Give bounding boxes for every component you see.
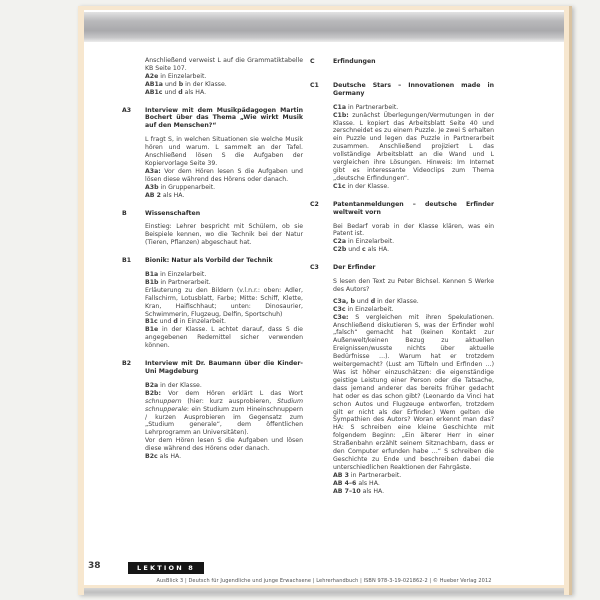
paragraph: [333, 112, 494, 183]
text-run: in Einzelarbeit.: [345, 305, 394, 313]
text-run: in Einzelarbeit.: [346, 238, 395, 246]
paragraph: [145, 223, 303, 247]
paragraph: [333, 238, 494, 246]
paragraph: [145, 437, 303, 453]
paragraph: [333, 306, 494, 314]
section-body: [145, 210, 303, 248]
text-run: B1c: [145, 318, 158, 326]
scan-top-shadow-band: [84, 12, 564, 42]
text-run: Studium schnupperale: [145, 397, 303, 413]
text-run: d: [370, 297, 376, 305]
section-heading: Wissenschaften: [145, 209, 201, 217]
paragraph: [333, 246, 494, 254]
text-run: AB 2: [145, 191, 161, 199]
column-right: [310, 58, 494, 496]
paragraph: [145, 318, 303, 326]
section-body: [333, 264, 494, 495]
text-run: (hier: kurz ausprobieren,: [181, 397, 278, 405]
section: [122, 107, 303, 200]
paragraph: [145, 279, 303, 287]
text-run: in Partnerarbeit.: [346, 103, 399, 111]
scan-bottom-shadow-band: [84, 588, 564, 595]
text-run: und: [163, 80, 179, 88]
text-run: als HA.: [365, 246, 390, 254]
text-run: C1c: [333, 182, 346, 190]
column-left: [122, 57, 303, 461]
text-run: als HA.: [157, 453, 182, 461]
section-heading: Deutsche Stars – Innovationen made in Germany: [333, 81, 494, 97]
text-run: in Gruppenarbeit.: [158, 183, 216, 191]
section-label: C2: [310, 200, 319, 208]
paragraph: [145, 136, 303, 168]
section-label: B: [122, 209, 127, 217]
text-run: und: [162, 88, 179, 96]
section-body: [145, 360, 303, 461]
section: [310, 201, 494, 254]
lektion-badge: LEKTION 8: [128, 562, 204, 574]
section-label: B1: [122, 257, 132, 265]
section-label: C1: [310, 81, 319, 89]
text-run: AB 3: [333, 471, 349, 479]
paragraph: [333, 223, 494, 239]
page-sheet: [84, 10, 564, 585]
section-heading: Der Erfinder: [333, 264, 376, 272]
section-label: B2: [122, 360, 132, 368]
text-run: AB 7–10: [333, 487, 361, 495]
section-heading: Interview mit dem Musikpädagogen Martin Bochert über das Thema „Wie wirkt Musik auf den Menschen?“: [145, 106, 303, 130]
text-run: C3e:: [333, 313, 349, 321]
text-run: c: [362, 246, 366, 254]
section: [122, 57, 303, 97]
page-number: 38: [88, 561, 101, 571]
text-run: als HA.: [360, 487, 385, 495]
paragraph: [145, 184, 303, 192]
paragraph: [145, 326, 303, 350]
text-run: AB 4–6: [333, 479, 357, 487]
text-run: und: [346, 246, 362, 254]
section-heading: Interview mit Dr. Baumann über die Kinder-Uni Magdeburg: [145, 360, 303, 375]
text-run: b: [178, 80, 184, 88]
paragraph: [145, 390, 303, 437]
paragraph: [333, 183, 494, 191]
paragraph: [333, 488, 494, 496]
text-run: Vor dem Hören lesen S die Aufgaben und lösen diese während des Hörens oder danach.: [145, 437, 303, 453]
text-run: zunächst Überlegungen/Vermutungen in der Klasse. L kopiert das Arbeitsblatt Seite 40 und zerschneidet es zu einem Puzzle. Je zwei S erhalten ein Puzzle und legen das Puzzle in Partnerarbeit zusammen. Anschließend projiziert L das vollständige Arbeitsblatt an die Wand und L vergleichen ihre Lösungen. Hinweis: Im Internet gibt es interessante Videoclips zum Thema „deutsche Erfindungen“.: [333, 111, 494, 182]
section-body: [145, 57, 303, 97]
text-run: in der Klasse.: [345, 182, 390, 190]
text-run: in der Klasse.: [375, 297, 419, 305]
text-run: B2b:: [145, 389, 161, 397]
section-label: C: [310, 58, 315, 65]
section-body: [333, 58, 494, 72]
text-run: C1a: [333, 103, 347, 111]
text-run: : ein Studium zum Hineinschnuppern / kurzen Ausprobieren im Gegensatz zum „Studium generale“, dem öffentlichen Lehrprogramm an Universitäten).: [145, 405, 303, 437]
text-run: C3c: [333, 305, 346, 313]
text-run: in Einzelarbeit.: [177, 318, 226, 326]
section: [310, 82, 494, 191]
paragraph: [145, 287, 303, 319]
text-run: AB1a: [145, 80, 163, 88]
text-run: A2e: [145, 72, 159, 80]
section: [122, 257, 303, 350]
section-label: [122, 57, 145, 97]
text-run: in der Klasse. L achtet darauf, dass S die angegebenen Redemittel sicher verwenden können.: [145, 326, 303, 350]
text-run: d: [173, 318, 178, 326]
section-heading: Erfindungen: [333, 58, 376, 65]
book-page: [78, 6, 572, 595]
text-run: schnuppern: [145, 397, 182, 405]
text-run: AB1c: [145, 88, 163, 96]
text-run: Anschließend verweist L auf die Grammatiktabelle KB Seite 107.: [145, 57, 303, 72]
text-run: A3b: [145, 183, 159, 191]
paragraph: [145, 192, 303, 200]
page-right-edge: [569, 6, 572, 595]
text-run: A3a:: [145, 167, 161, 175]
text-run: Vor dem Hören erklärt L das Wort: [160, 389, 303, 397]
paragraph: [333, 104, 494, 112]
text-run: und: [157, 318, 174, 326]
text-run: als HA.: [160, 191, 185, 199]
paragraph: [333, 472, 494, 480]
text-run: L fragt S, in welchen Situationen sie welche Musik hören und warum. L sammelt an der Tafel. Anschließend lösen S die Aufgaben der Kopiervorlage Seite 39.: [145, 136, 303, 167]
text-run: C3a, b: [333, 297, 355, 305]
section-heading: Bionik: Natur als Vorbild der Technik: [145, 257, 273, 265]
text-run: C2a: [333, 238, 347, 246]
text-run: S vergleichen mit ihren Spekulationen. Anschließend diskutieren S, was der Erfinder wohl „falsch“ gemacht hat (keinen Kontakt zur Außenwelt/keinen Bezug zu aktuellen Ereignissen/wusste nichts über aktuelle Bedürfnisse …). Warum hat er trotzdem weitergemacht? (Lust am Tüfteln und Erfinden …) Was ist höher einzuschätzen: die eigenständige geistige Leistung einer Person oder die Tatsache, dass jemand anderer das bereits früher gedacht hat oder es das schon gibt? (Leonardo da Vinci hat schon Autos und Flugzeuge entworfen, trotzdem gilt er nicht als der Erfinder.) Wem gelten die Sympathien des Autors? Woran erkennt man das? HA: S schreiben eine kleine Geschichte mit folgendem Beginn: „Ein älterer Herr in einer Straßenbahn erzählt seinem Sitznachbarn, dass er den Computer erfunden habe …“ S schreiben die Geschichte zu Ende und beschreiben dabei die unterschiedlichen Reaktionen der Fahrgäste.: [333, 313, 494, 471]
paragraph: [333, 298, 494, 306]
paragraph: [333, 480, 494, 488]
paragraph: [145, 382, 303, 390]
paragraph: [145, 168, 303, 184]
section: [122, 210, 303, 248]
text-run: B2a: [145, 381, 159, 389]
credit-line: AusBlick 3 | Deutsch für Jugendliche und junge Erwachsene | Lehrerhandbuch | ISBN 978-3-19-021862-2 | © Hueber Verlag 2012: [156, 578, 492, 584]
text-run: B2c: [145, 453, 158, 461]
section-body: [145, 257, 303, 350]
paragraph: [145, 57, 303, 73]
section-body: [333, 201, 494, 254]
paragraph: [145, 271, 303, 279]
text-run: Bei Bedarf vorab in der Klasse klären, was ein Patent ist.: [333, 222, 494, 238]
text-run: B1e: [145, 326, 159, 334]
text-run: B1b: [145, 278, 159, 286]
text-run: in der Klasse.: [183, 80, 227, 88]
text-run: in Partnerarbeit.: [348, 471, 402, 479]
section: [122, 360, 303, 461]
text-run: als HA.: [182, 88, 207, 96]
section: [310, 58, 494, 72]
section-body: [333, 82, 494, 191]
text-run: Vor dem Hören lesen S die Aufgaben und lösen diese während des Hörens oder danach.: [145, 167, 303, 183]
paragraph: [333, 314, 494, 472]
text-run: Erläuterung zu den Bildern (v.l.n.r.: oben: Adler, Fallschirm, Lotusblatt, Farbe; Mitte: Schiff, Klette, Kran, Haifischhaut; unten: Dinosaurier, Schwimmerin, Flugzeug, Delfin, Sportschuh): [145, 286, 303, 318]
text-run: in Einzelarbeit.: [158, 271, 207, 279]
section-body: [145, 107, 303, 200]
paragraph: [145, 73, 303, 81]
section: [310, 264, 494, 495]
section-label: C3: [310, 264, 319, 272]
paragraph: [145, 89, 303, 97]
section-heading: Patentanmeldungen – deutsche Erfinder weltweit vorn: [333, 200, 494, 216]
text-run: und: [354, 297, 371, 305]
paragraph: [333, 278, 494, 294]
text-run: C2b: [333, 246, 347, 254]
text-run: Einstieg: Lehrer bespricht mit Schülern, ob sie Beispiele kennen, wo die Technik bei der Natur (Tieren, Pflanzen) abgeschaut hat.: [145, 223, 303, 247]
text-run: d: [178, 88, 183, 96]
text-run: in der Klasse.: [158, 381, 202, 389]
text-run: in Einzelarbeit.: [158, 72, 207, 80]
text-run: als HA.: [356, 479, 380, 487]
text-run: in Partnerarbeit.: [158, 278, 211, 286]
text-run: S lesen den Text zu Peter Bichsel. Kennen S Werke des Autors?: [333, 278, 494, 293]
paragraph: [145, 81, 303, 89]
text-run: C1b:: [333, 111, 349, 119]
paragraph: [145, 453, 303, 461]
text-run: B1a: [145, 271, 159, 279]
section-label: A3: [122, 106, 132, 114]
